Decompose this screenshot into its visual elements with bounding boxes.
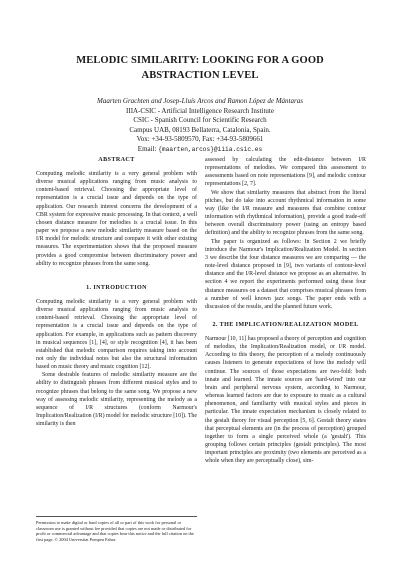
left-column <box>36 156 197 428</box>
intro-paragraph: Computing melodic similarity is a very general problem with diverse musical applications ranging from music analysis to content-based retrieval. Choosing the appropriate level of representation is a crucial issue and depends on the type of application. For example, in applications such as pattern discovery in musical sequences [1], [4], or style recognition [4], it has been established that melodic comparison requires taking into account not only the individual notes but also the structural information based on music theory and music cognition [12]. <box>36 298 197 371</box>
section-heading-introduction: 1. INTRODUCTION <box>86 284 147 291</box>
affiliation-line: IIIA-CSIC - Artificial Intelligence Research Institute <box>126 107 274 115</box>
affiliation-block <box>30 107 370 154</box>
affiliation-line: CSIC - Spanish Council for Scientific Research <box>133 116 267 125</box>
intro-paragraph: Some desirable features of melodic similarity measure are the ability to distinguish phrases from different musical styles and to recognize phrases that belong to the same song. We propose a new way of assessing melodic similarity, representing the melody as a sequence of I/R structures (conform Narmour's Implication/Realization (I/R) model for melodic structure [10]). The similarity is then <box>36 372 197 428</box>
affiliation-line: Campus UAB, 08193 Bellaterra, Catalonia, Spain. <box>129 125 271 134</box>
copyright-notice: Permission to make digital or hard copies of all or part of this work for personal or classroom use is granted without fee provided that copies are not made or distributed for profit or commercial advantage and that copies bear this notice and the full citation on the first page. © 2004 Universitat Pompeu Fabra. <box>36 516 197 542</box>
abstract-heading: ABSTRACT <box>98 157 135 163</box>
intro-paragraph: We show that similarity measures that abstract from the literal pitches, but do take into account rhythmical information in some way (like the I/R measure and measures that combine contour information with rhythmical information), provide a good trade-off between overall discriminatory power (using an entropy based definition) and the ability to recognize phrases from the same song. <box>205 189 366 237</box>
email-line <box>30 145 370 154</box>
affiliation-line: Vox: +34-93-5809570, Fax: +34-93-5809661 <box>136 135 264 144</box>
section2-paragraph: Narmour [10, 11] has proposed a theory of perception and cognition of melodies, the Implication/Realization model, or I/R model. According to this theory, the perception of a melody continuously causes listeners to generate expectations of how the melody will continue. The sources of those expectations are two-fold: both innate and learned. The innate sources are 'hard-wired' into our brain and peripheral nervous system, according to Narmour, whereas learned factors are due to exposure to music as a cultural phenomenon, and familiarity with musical styles and pieces in particular. The innate expectation mechanism is closely related to the gestalt theory for visual perception [5, 6]. Gestalt theory states that perceptual elements are (in the process of perception) grouped together to form a single perceived whole (a 'gestalt'). This grouping follows certain principles (gestalt principles). The most important principles are proximity (two elements are perceived as a whole when they are perceptually close), sim- <box>205 335 366 465</box>
email-label: Email: <box>137 144 159 153</box>
intro-paragraph: The paper is organized as follows: In Section 2 we briefly introduce the Narmour's Implication/Realization Model. In section 3 we describe the four distance measures we are comparing — the note-level distance proposed in [9], two variants of contour-level distance and the I/R-level distance we propose as an alternative. In section 4 we report the experiments performed using these four distance measures on a dataset that comprises musical phrases from a number of well known jazz songs. The paper ends with a discussion of the results, and the planned future work. <box>205 238 366 310</box>
section-heading-ir-model: 2. THE IMPLICATION/REALIZATION MODEL <box>212 321 359 328</box>
right-column <box>205 156 366 465</box>
abstract-text: Computing melodic similarity is a very general problem with diverse musical applications ranging from music analysis to content-based retrieval. Choosing the appropriate level of representation is a crucial issue and depends on the type of application. Our research interest concerns the development of a CBR system for expressive music processing. In that context, a well chosen distance measure for melodies is a crucial issue. In this paper we propose a new melodic similarity measure based on the I/R model for melodic structure and compare it with other existing measures. The experimentation shows that the proposed measure provides a good compromise between discriminatory power and ability to recognize phrases from the same song. <box>36 171 197 267</box>
intro-paragraph: assessed by calculating the edit-distance between I/R representations of melodies. We compared this assessment to assessments based on note representations [9], and melodic contour representations [2, 7]. <box>205 157 366 188</box>
paper-title: MELODIC SIMILARITY: LOOKING FOR A GOOD ABSTRACTION LEVEL <box>76 55 324 81</box>
author-list: Maarten Grachten and Josep-Lluís Arcos and Ramon López de Mántaras <box>97 97 303 105</box>
email-address: {maarten,arcos}@iiia.csic.es <box>158 145 263 153</box>
